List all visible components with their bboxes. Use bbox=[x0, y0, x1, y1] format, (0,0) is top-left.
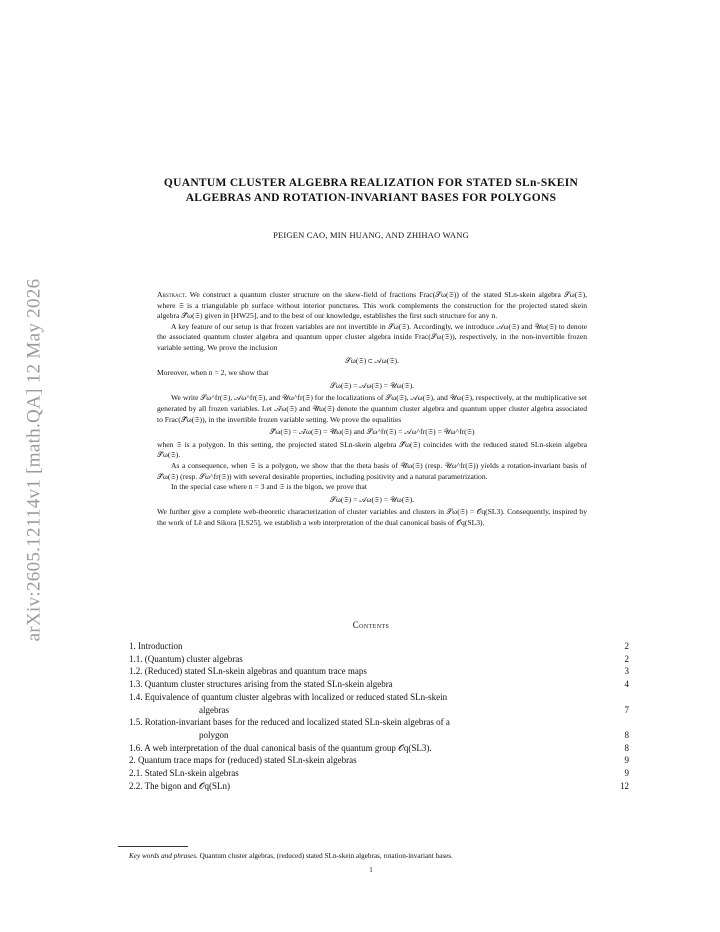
toc-entry[interactable] bbox=[129, 742, 629, 755]
toc-entry[interactable] bbox=[129, 716, 629, 741]
toc-entry-page: 2 bbox=[624, 641, 629, 651]
abstract-p6: As a consequence, when 𝔖 is a polygon, we show that the theta basis of 𝒰̄ω(𝔖) (resp. 𝒰ω^fr(𝔖)) yields a rotation-invariant basis of 𝒮̄ω(𝔖) (resp. 𝒮ω^fr(𝔖)) with several desirable properties, including positivity and a natural parametrization. bbox=[157, 460, 587, 481]
toc-entry[interactable] bbox=[129, 678, 629, 691]
equation-2: 𝒮ω(𝔖) = 𝒜ω(𝔖) = 𝒰ω(𝔖). bbox=[329, 380, 415, 390]
toc-entry-line bbox=[129, 691, 629, 704]
abstract-p5: when 𝔖 is a polygon. In this setting, the projected stated SLn-skein algebra 𝒮̃ω(𝔖) coincides with the reduced stated SLn-skein algebra 𝒮̄ω(𝔖). bbox=[157, 439, 587, 460]
footnote-text: Quantum cluster algebras, (reduced) stated SLn-skein algebras, rotation-invariant bases. bbox=[199, 852, 453, 860]
paper-title bbox=[118, 176, 624, 206]
equation-4: 𝒮ω(𝔖) = 𝒜ω(𝔖) = 𝒰ω(𝔖). bbox=[329, 494, 415, 504]
toc-entry-label: 1.1. (Quantum) cluster algebras bbox=[129, 653, 243, 664]
page-number: 1 bbox=[369, 866, 373, 874]
footnote-rule bbox=[118, 846, 188, 847]
toc-entry-label: 1.3. Quantum cluster structures arising from the stated SLn-skein algebra bbox=[129, 679, 393, 690]
toc-entry-wrapper bbox=[129, 691, 629, 716]
toc-entry[interactable] bbox=[129, 665, 629, 678]
toc-entry-page: 12 bbox=[620, 780, 629, 791]
toc-entry-label: 2. Quantum trace maps for (reduced) stated SLn-skein algebras bbox=[129, 755, 357, 766]
toc-entry-page: 9 bbox=[624, 755, 629, 766]
toc-entry-label: 1.4. Equivalence of quantum cluster algebras with localized or reduced stated SLn-skein bbox=[129, 691, 448, 702]
toc-entry-continuation: polygon bbox=[199, 729, 229, 740]
contents-heading: Contents bbox=[352, 620, 390, 630]
abstract-p7: In the special case where n = 3 and 𝔖 is the bigon, we prove that bbox=[171, 482, 368, 492]
title-line-1: QUANTUM CLUSTER ALGEBRA REALIZATION FOR STATED SLn-SKEIN bbox=[163, 177, 579, 189]
abstract bbox=[157, 290, 587, 528]
abstract-p3: Moreover, when n = 2, we show that bbox=[157, 368, 269, 378]
toc-entry-line bbox=[129, 729, 629, 742]
arxiv-sidebar-stamp bbox=[14, 240, 54, 680]
abstract-p4: We write 𝒮ω^fr(𝔖), 𝒜ω^fr(𝔖), and 𝒰ω^fr(𝔖) for the localizations of 𝒮ω(𝔖), 𝒜ω(𝔖), and 𝒰ω(𝔖), respectively, at the multiplicative set generated by all frozen variables. Let 𝒜̄ω(𝔖) and 𝒰̄ω(𝔖) denote the quantum cluster algebra and quantum upper cluster algebra associated to Frac(𝒮̃ω(𝔖)), in the invertible frozen variable setting. We prove the equalities bbox=[157, 393, 587, 424]
toc-entry-page: 8 bbox=[624, 729, 629, 740]
arxiv-id: arXiv:2605.12114v1 [math.QA] 12 May 2026 bbox=[23, 278, 44, 642]
toc-entry[interactable] bbox=[129, 691, 629, 716]
abstract-p8: We further give a complete web-theoretic characterization of cluster variables and clusters in 𝒮ω(𝔖) = 𝒪q(SL3). Consequently, inspired by the work of Lê and Sikora [LS25], we establish a web interpretation of the dual canonical basis of 𝒪q(SL3). bbox=[157, 507, 587, 527]
toc-entry[interactable] bbox=[129, 780, 629, 793]
toc-entry[interactable] bbox=[129, 767, 629, 780]
table-of-contents bbox=[129, 640, 629, 792]
toc-entry-page: 7 bbox=[624, 704, 629, 715]
toc-entry-line bbox=[129, 716, 629, 729]
toc-entry-label: 1.6. A web interpretation of the dual canonical basis of the quantum group 𝒪q(SL3). bbox=[129, 742, 432, 753]
toc-entry-label: 1. Introduction bbox=[129, 641, 183, 651]
toc-entry-page: 4 bbox=[624, 679, 629, 690]
toc-entry-page: 2 bbox=[624, 653, 629, 664]
toc-entry-label: 1.2. (Reduced) stated SLn-skein algebras and quantum trace maps bbox=[129, 666, 367, 677]
title-line-2: ALGEBRAS AND ROTATION-INVARIANT BASES FOR POLYGONS bbox=[185, 192, 557, 204]
toc-entry-line bbox=[129, 704, 629, 717]
toc-entry-continuation: algebras bbox=[199, 704, 229, 715]
footnote bbox=[129, 852, 629, 860]
toc-entry[interactable] bbox=[129, 653, 629, 666]
toc-entry[interactable] bbox=[129, 640, 629, 653]
toc-entry-label: 1.5. Rotation-invariant bases for the reduced and localized stated SLn-skein algebras of a bbox=[129, 717, 450, 728]
abstract-heading: Abstract. bbox=[157, 290, 187, 299]
toc-entry-label: 2.2. The bigon and 𝒪q(SLn) bbox=[129, 780, 230, 791]
footnote-key: Key words and phrases. bbox=[129, 852, 198, 860]
abstract-p1 bbox=[157, 290, 587, 322]
abstract-p1-text: We construct a quantum cluster structure on the skew-field of fractions Frac(𝒮ω(𝔖)) of the stated SLn-skein algebra 𝒮ω(𝔖), where 𝔖 is a triangulable pb surface without interior punctures. This work complements the construction for the projected stated skein algebra 𝒮̃ω(𝔖) given in [HW25], and to the best of our knowledge, establishes the first such structure for any n. bbox=[157, 290, 587, 321]
toc-entry-page: 8 bbox=[624, 742, 629, 753]
toc-entry-label: 2.1. Stated SLn-skein algebras bbox=[129, 768, 239, 779]
authors: PEIGEN CAO, MIN HUANG, AND ZHIHAO WANG bbox=[273, 230, 469, 240]
toc-entry[interactable] bbox=[129, 754, 629, 767]
toc-entry-wrapper bbox=[129, 716, 629, 741]
toc-entry-page: 3 bbox=[624, 666, 629, 677]
toc-entry-page: 9 bbox=[624, 768, 629, 779]
equation-3: 𝒮̃ω(𝔖) = 𝒜̄ω(𝔖) = 𝒰̄ω(𝔖) and 𝒮ω^fr(𝔖) = 𝒜ω^fr(𝔖) = 𝒰ω^fr(𝔖) bbox=[269, 427, 475, 437]
abstract-p2: A key feature of our setup is that frozen variables are not invertible in 𝒮ω(𝔖). Accordingly, we introduce 𝒜ω(𝔖) and 𝒰ω(𝔖) to denote the associated quantum cluster algebra and quantum upper cluster algebra inside Frac(𝒮ω(𝔖)), respectively, in the non-invertible frozen variable setting. We prove the inclusion bbox=[157, 321, 587, 352]
equation-1: 𝒮ω(𝔖) ⊂ 𝒜ω(𝔖). bbox=[345, 355, 399, 365]
